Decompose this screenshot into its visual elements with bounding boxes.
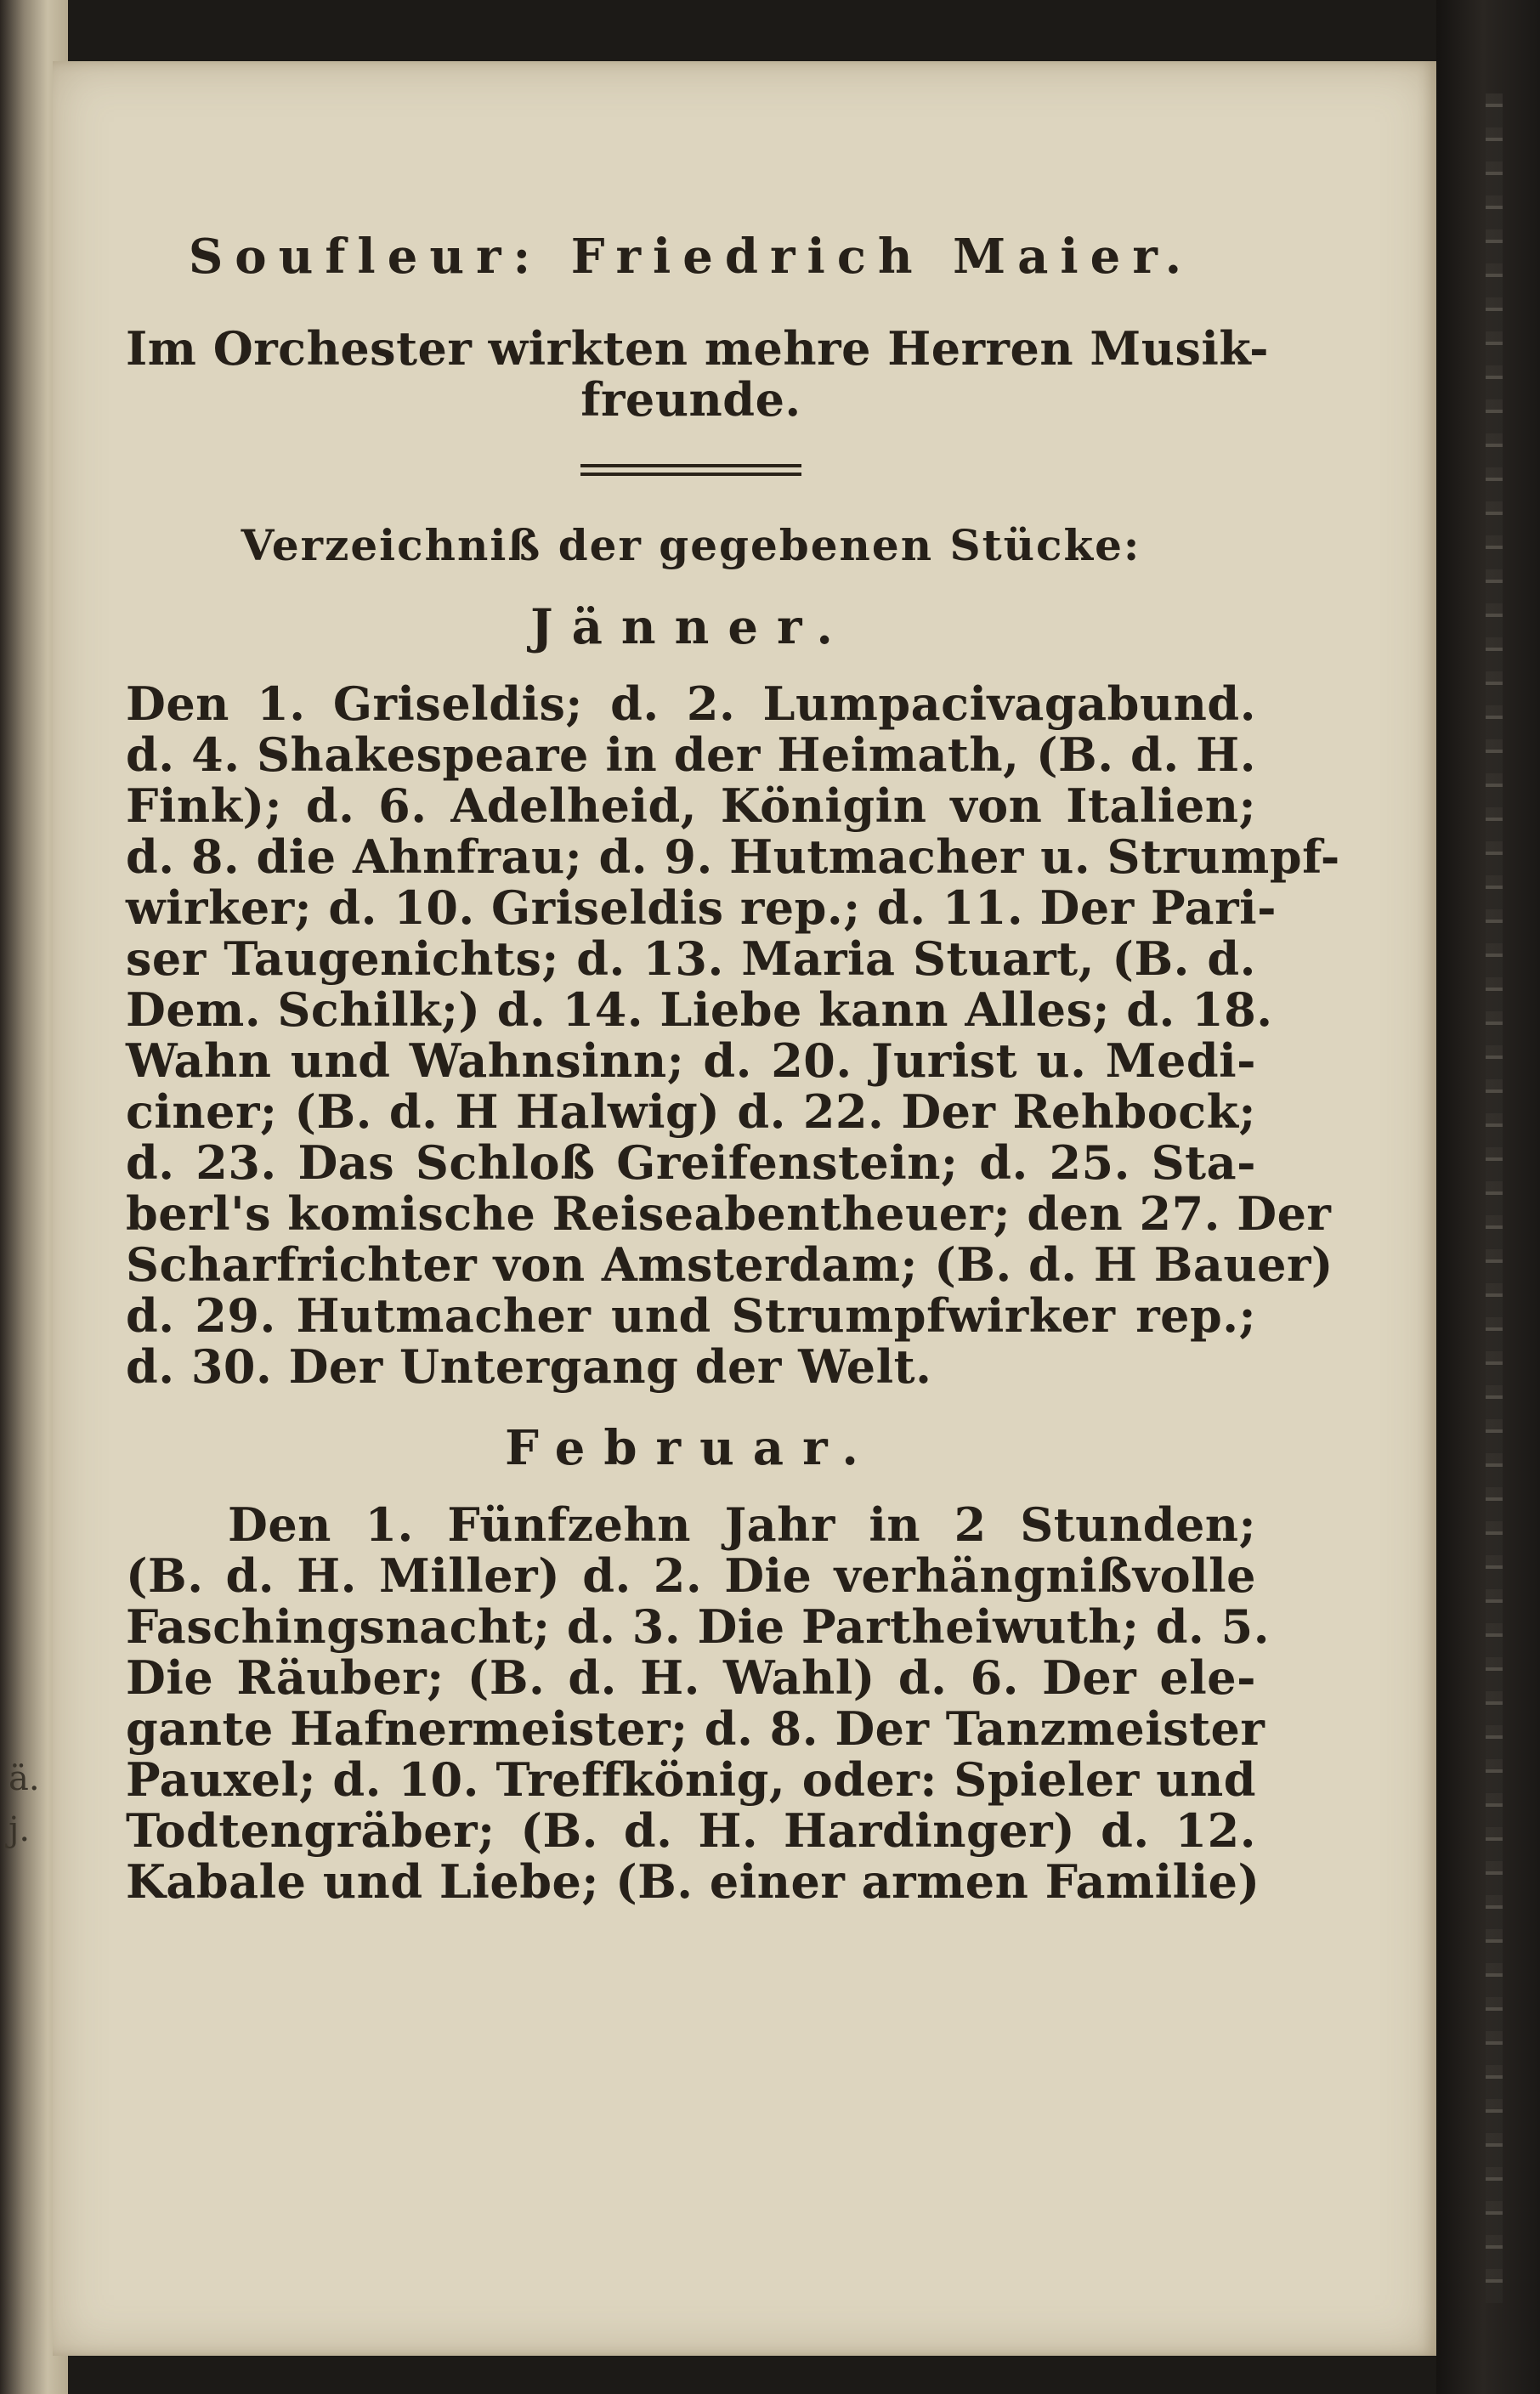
- month-entries: [126, 676, 1340, 1394]
- entry-line: Faschingsnacht; d. 3. Die Partheiwuth; d. 5.: [126, 1599, 1271, 1654]
- entry-line: (B. d. H. Miller) d. 2. Die verhängnißvolle: [126, 1548, 1256, 1603]
- cover-texture: [1486, 93, 1503, 2303]
- entry-line: Die Räuber; (B. d. H. Wahl) d. 6. Der ele-: [126, 1650, 1256, 1705]
- entry-line: Todtengräber; (B. d. H. Hardinger) d. 12.: [126, 1803, 1256, 1858]
- book-cover-edge: [1436, 0, 1540, 2394]
- entry-line: ser Taugenichts; d. 13. Maria Stuart, (B. d.: [126, 931, 1256, 986]
- entry-line: berl's komische Reiseabentheuer; den 27. Der: [126, 1186, 1332, 1241]
- entry-line: Wahn und Wahnsinn; d. 20. Jurist u. Medi-: [126, 1033, 1256, 1088]
- entry-line: d. 4. Shakespeare in der Heimath, (B. d. H.: [126, 727, 1256, 782]
- entry-line: Fink); d. 6. Adelheid, Königin von Italien;: [126, 778, 1256, 833]
- entry-line: d. 23. Das Schloß Greifenstein; d. 25. Sta-: [126, 1135, 1256, 1190]
- section-title: Verzeichniß der gegebenen Stücke:: [241, 520, 1141, 570]
- margin-mark: ä.: [8, 1759, 40, 1798]
- month-heading: Jänner.: [530, 599, 852, 655]
- entry-line: d. 8. die Ahnfrau; d. 9. Hutmacher u. Strumpf-: [126, 829, 1340, 884]
- entry-line: Kabale und Liebe; (B. einer armen Familie): [126, 1854, 1260, 1909]
- entry-line: d. 30. Der Untergang der Welt.: [126, 1339, 932, 1394]
- orchestra-line: Im Orchester wirkten mehre Herren Musik-: [126, 321, 1270, 376]
- page-text: [126, 229, 1340, 1909]
- entry-line: Den 1. Griseldis; d. 2. Lumpacivagabund.: [126, 676, 1256, 731]
- entry-line: ciner; (B. d. H Halwig) d. 22. Der Rehbock;: [126, 1084, 1256, 1139]
- entry-line: d. 29. Hutmacher und Strumpfwirker rep.;: [126, 1288, 1256, 1343]
- month-entries: [126, 1497, 1271, 1909]
- month-heading: Februar.: [505, 1420, 877, 1476]
- book-page: [53, 61, 1436, 2356]
- margin-mark: j.: [8, 1810, 31, 1849]
- entry-line: Pauxel; d. 10. Treffkönig, oder: Spieler und: [126, 1752, 1256, 1807]
- entry-line: Dem. Schilk;) d. 14. Liebe kann Alles; d. 18.: [126, 982, 1273, 1037]
- souffleur-line: Soufleur: Friedrich Maier.: [188, 229, 1194, 285]
- orchestra-line: freunde.: [580, 372, 801, 427]
- entry-line: Scharfrichter von Amsterdam; (B. d. H Bauer): [126, 1237, 1333, 1292]
- entry-line: Den 1. Fünfzehn Jahr in 2 Stunden;: [228, 1497, 1256, 1552]
- entry-line: wirker; d. 10. Griseldis rep.; d. 11. Der Pari-: [126, 880, 1277, 935]
- divider-rule: [580, 464, 801, 476]
- entry-line: gante Hafnermeister; d. 8. Der Tanzmeister: [126, 1701, 1265, 1756]
